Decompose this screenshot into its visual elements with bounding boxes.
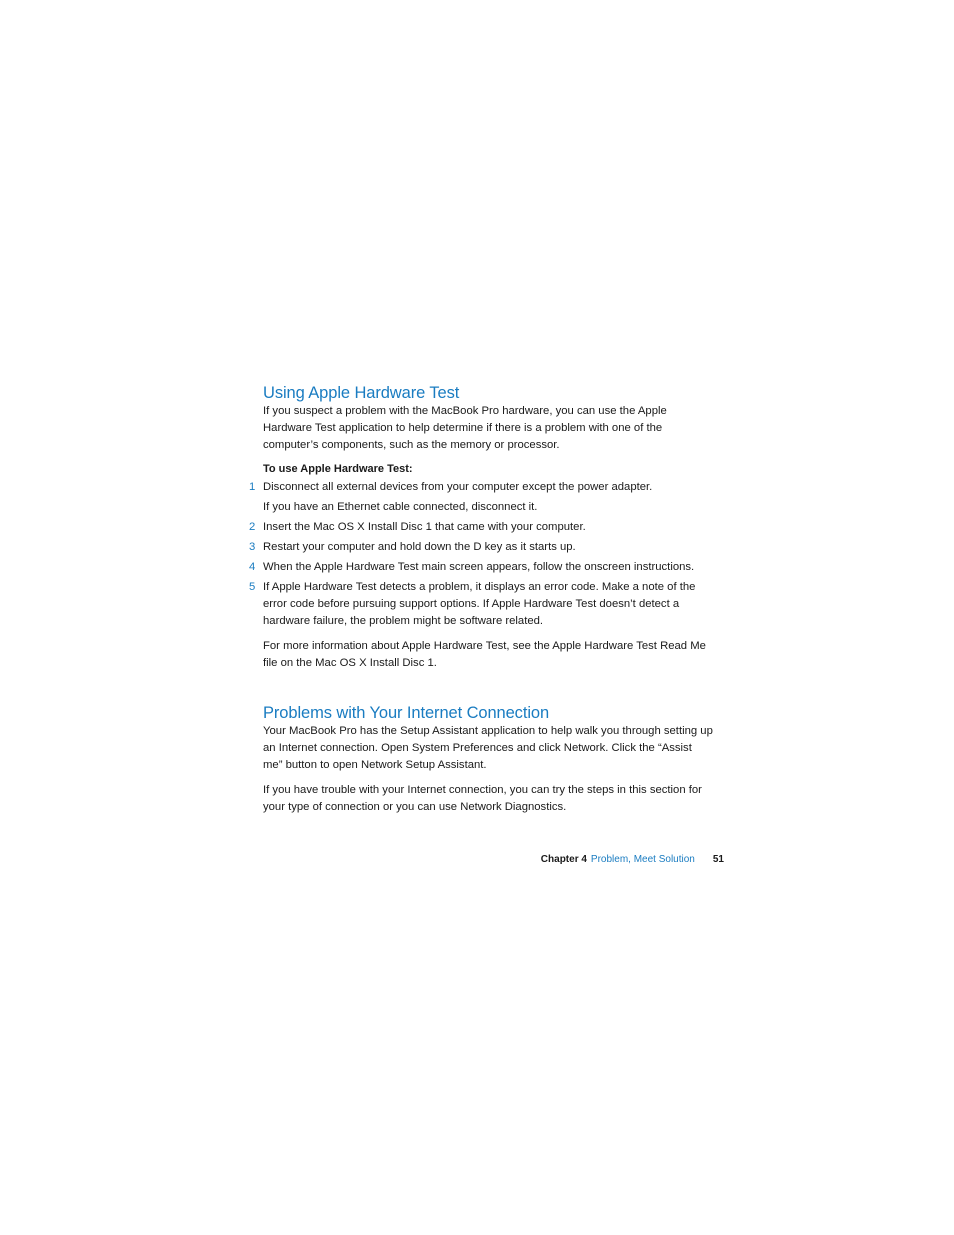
- step-number: 5: [249, 581, 256, 593]
- more-info-paragraph: For more information about Apple Hardware Test, see the Apple Hardware Test Read Me file on the Mac OS X Install Disc 1.: [263, 640, 706, 669]
- internet-paragraph-2: If you have trouble with your Internet connection, you can try the steps in this section for your type of connection or you can use Network Diagnostics.: [263, 784, 702, 813]
- step-number: 1: [249, 481, 256, 493]
- section-heading-internet: Problems with Your Internet Connection: [263, 704, 550, 722]
- footer-chapter-title: Problem, Meet Solution: [590, 854, 695, 865]
- page-number: 51: [712, 854, 724, 865]
- steps-lead: To use Apple Hardware Test:: [263, 463, 413, 475]
- step-number: 2: [249, 521, 256, 533]
- step-item: [249, 519, 713, 536]
- step-number: 4: [249, 561, 256, 573]
- step-text: If Apple Hardware Test detects a problem, it displays an error code. Make a note of the error code before pursuing support options. If Apple Hardware Test doesn’t detect a hardware failure, the problem might be software related.: [263, 581, 696, 627]
- hardware-test-intro: If you suspect a problem with the MacBook Pro hardware, you can use the Apple Hardware Test application to help determine if there is a problem with one of the computer’s components, such as the memory or processor.: [263, 405, 667, 451]
- step-item: [249, 479, 713, 516]
- step-text: When the Apple Hardware Test main screen appears, follow the onscreen instructions.: [263, 561, 695, 573]
- step-text: Disconnect all external devices from your computer except the power adapter.: [263, 481, 653, 493]
- step-item: [249, 539, 713, 556]
- step-number: 3: [249, 541, 256, 553]
- step-text: Insert the Mac OS X Install Disc 1 that came with your computer.: [263, 521, 586, 533]
- step-text: Restart your computer and hold down the D key as it starts up.: [263, 541, 576, 553]
- section-heading-hardware-test: Using Apple Hardware Test: [263, 384, 460, 402]
- step-item: [249, 579, 713, 630]
- internet-paragraph-1: Your MacBook Pro has the Setup Assistant application to help walk you through setting up an Internet connection. Open System Preferences and click Network. Click the “Assist me” button to open Network Setup Assistant.: [263, 725, 713, 771]
- footer-chapter: Chapter 4: [540, 854, 587, 865]
- steps-list: [249, 479, 713, 630]
- page-footer: [500, 852, 724, 868]
- page-content: [249, 383, 713, 816]
- step-note: If you have an Ethernet cable connected, disconnect it.: [263, 501, 538, 513]
- step-item: [249, 559, 713, 576]
